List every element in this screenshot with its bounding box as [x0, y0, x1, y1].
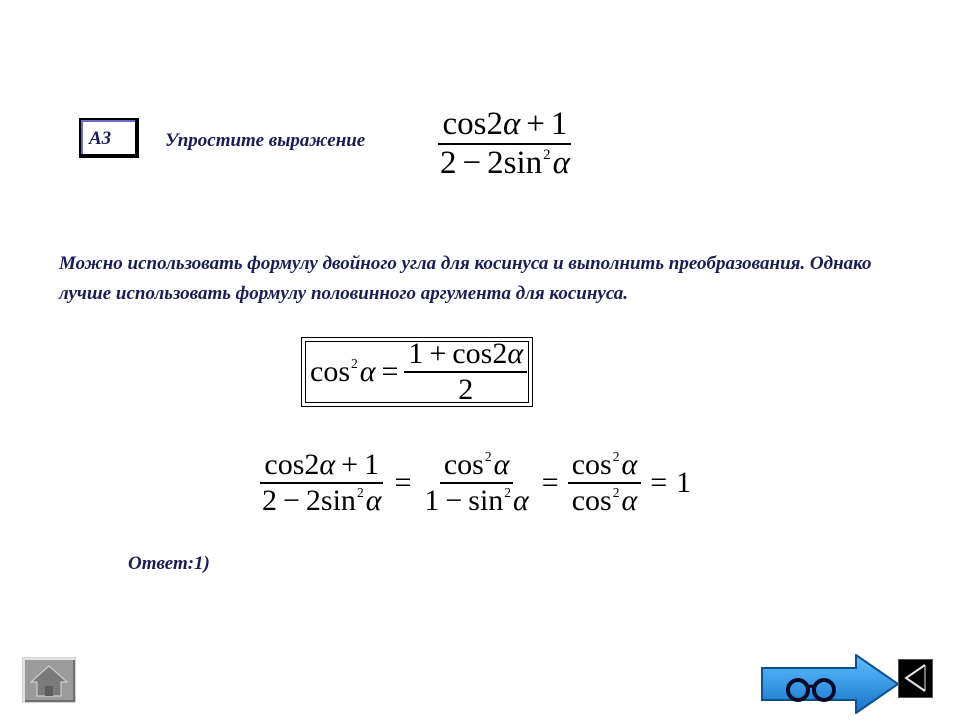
- back-button[interactable]: [898, 659, 933, 698]
- answer-line: [128, 553, 210, 575]
- task-number-box: [79, 118, 139, 158]
- equals-sign: =: [381, 355, 399, 388]
- step-2-numerator: $\cos^2\alpha$: [440, 450, 514, 484]
- equals-sign: =: [541, 466, 559, 499]
- formula-lhs: $\cos^2\alpha$: [310, 355, 376, 388]
- task-expression: [436, 108, 574, 180]
- expression-numerator: cos2α + 1: [438, 108, 571, 145]
- answer-value: 1): [194, 553, 210, 574]
- next-button[interactable]: [760, 654, 900, 714]
- equals-sign: =: [650, 466, 668, 499]
- explanation-text: Можно использовать формулу двойного угла для косинуса и выполнить преобразования. Однако лучше использовать формулу половинного аргумента для косинуса.: [59, 253, 872, 304]
- solution-step-2: [420, 450, 532, 516]
- task-number: A3: [89, 128, 112, 149]
- expression-denominator: $2 - 2\sin^2\alpha$: [440, 145, 570, 181]
- equals-sign: =: [394, 466, 412, 499]
- formula-rhs-fraction: [404, 339, 527, 405]
- formula-rhs-denominator: 2: [458, 373, 474, 406]
- home-button[interactable]: [22, 657, 76, 703]
- answer-label: Ответ:: [128, 553, 195, 574]
- back-triangle-icon: [899, 660, 932, 697]
- solution-result: 1: [676, 466, 692, 499]
- step-2-denominator: $1 - \sin^2\alpha$: [424, 484, 529, 517]
- task-prompt: Упростите выражение: [165, 130, 366, 151]
- solution-step-1: [258, 450, 385, 516]
- home-icon: [23, 658, 75, 702]
- step-1-denominator: $2 - 2\sin^2\alpha$: [262, 484, 382, 517]
- half-angle-formula-box: [301, 337, 533, 407]
- next-arrow-icon: [760, 654, 900, 714]
- half-angle-formula: [310, 337, 527, 406]
- step-3-denominator: $\cos^2\alpha$: [571, 484, 638, 517]
- expression-fraction: [436, 108, 574, 180]
- solution-step-3: [568, 450, 642, 516]
- step-3-numerator: $\cos^2\alpha$: [568, 450, 642, 484]
- step-1-numerator: cos2α + 1: [260, 450, 383, 484]
- formula-rhs-numerator: 1 + cos2α: [404, 339, 527, 373]
- solution-chain: [258, 448, 692, 517]
